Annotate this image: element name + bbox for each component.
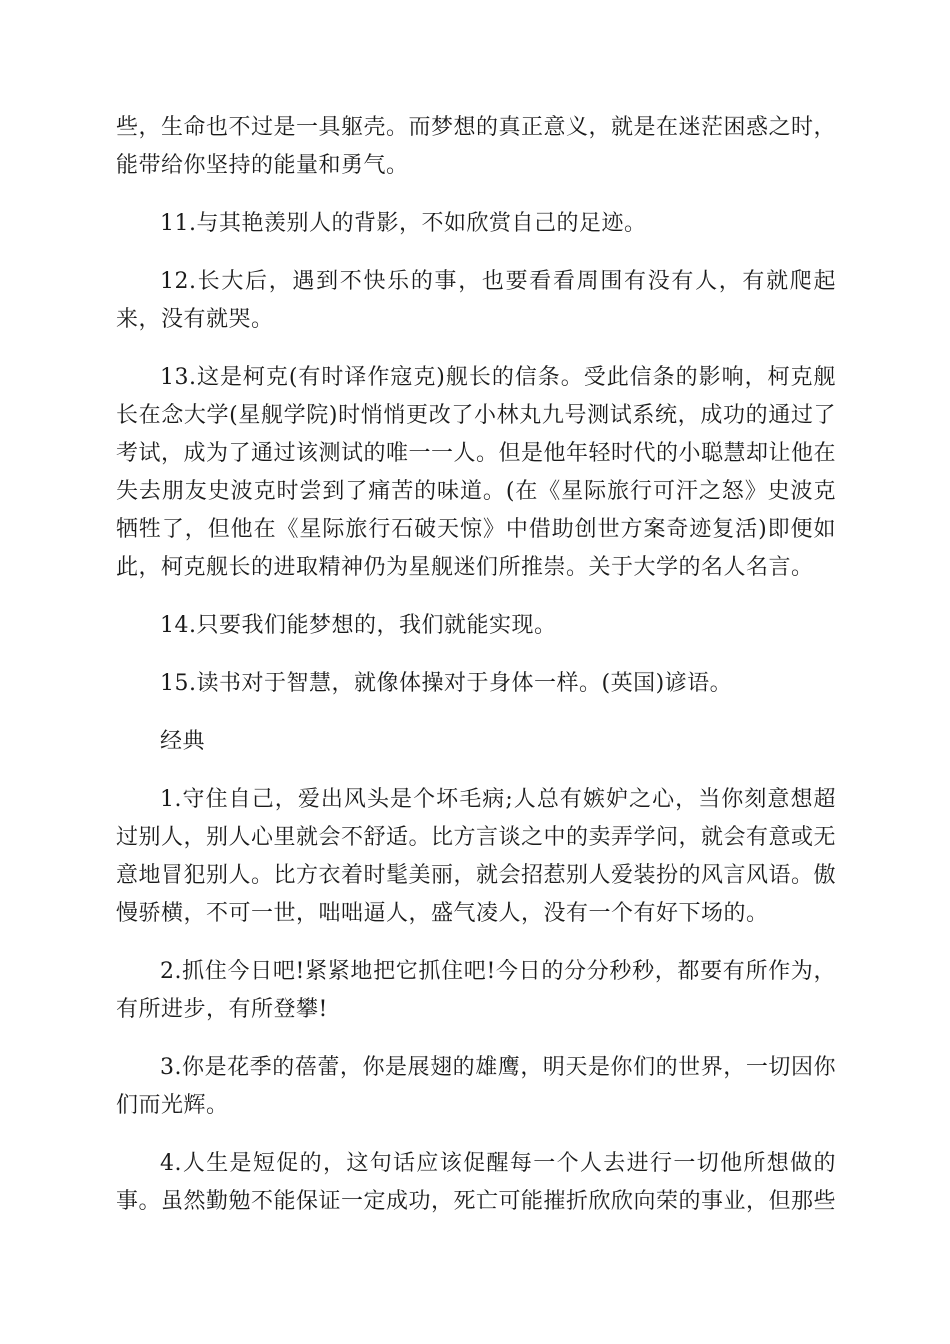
classic-quote-2: 2.抓住今日吧!紧紧地把它抓住吧!今日的分分秒秒，都要有所作为，有所进步，有所登攀! — [116, 959, 836, 1022]
quote-12: 12.长大后，遇到不快乐的事，也要看看周围有没有人，有就爬起来，没有就哭。 — [116, 269, 836, 332]
classic-quote-1: 1.守住自己，爱出风头是个坏毛病;人总有嫉妒之心，当你刻意想超过别人，别人心里就会不舒适。比方言谈之中的卖弄学问，就会有意或无意地冒犯别人。比方衣着时髦美丽，就会招惹别人爱装扮的风言风语。傲慢骄横，不可一世，咄咄逼人，盛气凌人，没有一个有好下场的。 — [116, 787, 837, 926]
quote-11: 11.与其艳羡别人的背影，不如欣赏自己的足迹。 — [160, 211, 647, 236]
document-body — [116, 109, 836, 1241]
classic-quote-4: 4.人生是短促的，这句话应该促醒每一个人去进行一切他所想做的事。虽然勤勉不能保证一定成功，死亡可能摧折欣欣向荣的事业，但那些 — [116, 1151, 837, 1214]
paragraph-continuation: 些，生命也不过是一具躯壳。而梦想的真正意义，就是在迷茫困惑之时，能带给你坚持的能量和勇气。 — [116, 115, 837, 178]
classic-quote-3: 3.你是花季的蓓蕾，你是展翅的雄鹰，明天是你们的世界，一切因你们而光辉。 — [116, 1055, 836, 1118]
quote-15: 15.读书对于智慧，就像体操对于身体一样。(英国)谚语。 — [160, 671, 733, 696]
quote-14: 14.只要我们能梦想的，我们就能实现。 — [160, 613, 557, 638]
section-heading-classic: 经典 — [160, 729, 206, 754]
quote-13: 13.这是柯克(有时译作寇克)舰长的信条。受此信条的影响，柯克舰长在念大学(星舰学院)时悄悄更改了小林丸九号测试系统，成功的通过了考试，成为了通过该测试的唯一一人。但是他年轻时代的小聪慧却让他在失去朋友史波克时尝到了痛苦的味道。(在《星际旅行可汗之怒》史波克牺牲了，但他在《星际旅行石破天惊》中借助创世方案奇迹复活)即便如此，柯克舰长的进取精神仍为星舰迷们所推崇。关于大学的名人名言。 — [116, 365, 837, 580]
